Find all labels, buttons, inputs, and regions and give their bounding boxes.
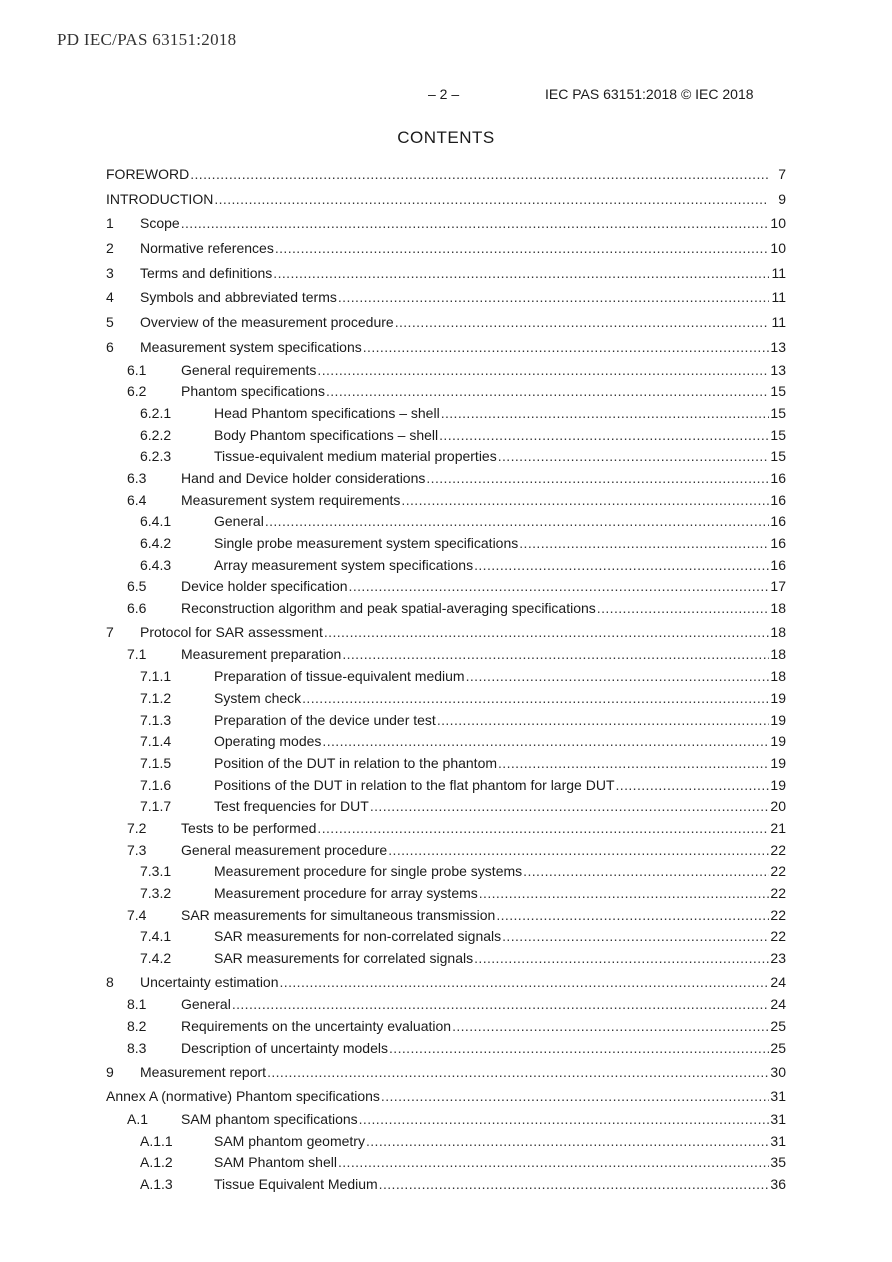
toc-entry-number: 6.3 <box>127 469 147 486</box>
toc-entry-number: 7.1 <box>127 646 147 663</box>
toc-entry-number: 7.1.3 <box>140 711 172 728</box>
toc-entry-title: SAM phantom geometry <box>214 1132 365 1149</box>
dot-leader <box>441 403 769 425</box>
toc-entry-number: 6.2.2 <box>140 426 172 443</box>
toc-entry-number: 7.3.2 <box>140 885 172 901</box>
toc-entry[interactable] <box>106 994 786 1016</box>
toc-entry[interactable] <box>106 211 786 236</box>
dot-leader <box>452 1016 769 1038</box>
toc-entry-title: General <box>214 513 264 530</box>
toc-entry-number: 5 <box>106 314 114 331</box>
toc-entry-title: Description of uncertainty models <box>181 1039 388 1056</box>
toc-entry-page: 16 <box>770 513 786 530</box>
toc-entry-title: Positions of the DUT in relation to the flat phantom for large DUT <box>214 776 615 793</box>
toc-entry-page: 16 <box>770 469 786 486</box>
dot-leader <box>370 796 769 818</box>
dot-leader <box>181 211 769 236</box>
toc-entry-title: Requirements on the uncertainty evaluation <box>181 1018 452 1035</box>
toc-entry-number: 7.1.2 <box>140 689 172 706</box>
toc-entry[interactable] <box>106 796 786 818</box>
dot-leader <box>597 598 769 620</box>
toc-entry[interactable] <box>106 162 786 187</box>
toc-entry-number: A.1.3 <box>140 1175 173 1192</box>
dot-leader <box>466 666 769 688</box>
toc-entry-number: 9 <box>106 1063 114 1080</box>
toc-entry[interactable] <box>106 840 786 862</box>
toc-entry[interactable] <box>106 335 786 360</box>
toc-entry-page: 18 <box>770 646 786 663</box>
toc-entry-title: Tissue-equivalent medium material properties <box>214 448 497 465</box>
toc-entry-number: 4 <box>106 289 114 306</box>
toc-entry-number: 3 <box>106 264 114 281</box>
toc-entry-number: 1 <box>106 215 114 232</box>
toc-entry-page: 22 <box>770 906 786 923</box>
toc-entry[interactable] <box>106 818 786 840</box>
toc-entry-title: Hand and Device holder considerations <box>181 469 426 486</box>
toc-entry-number: 2 <box>106 240 114 257</box>
toc-entry-title: Measurement system specifications <box>140 338 362 355</box>
toc-entry-title: Single probe measurement system specifications <box>214 535 519 551</box>
toc-entry[interactable] <box>106 731 786 753</box>
toc-entry-number: 8 <box>106 973 114 990</box>
toc-entry[interactable] <box>106 644 786 666</box>
toc-entry-page: 19 <box>770 711 786 728</box>
toc-entry-number: A.1.2 <box>140 1154 173 1171</box>
toc-entry-number: 6.2 <box>127 383 147 400</box>
dot-leader <box>214 187 769 212</box>
dot-leader <box>317 818 769 840</box>
dot-leader <box>366 1131 769 1153</box>
toc-entry-page: 22 <box>770 841 786 858</box>
toc-entry-page: 11 <box>771 314 786 331</box>
toc-entry[interactable] <box>106 261 786 286</box>
toc-entry[interactable] <box>106 576 786 598</box>
dot-leader <box>474 555 769 577</box>
toc-entry[interactable] <box>106 511 786 533</box>
dot-leader <box>381 1084 769 1109</box>
toc-entry-number: 7.1.4 <box>140 733 172 750</box>
toc-entry-title: Test frequencies for DUT <box>214 798 369 815</box>
toc-entry-page: 31 <box>770 1110 786 1127</box>
dot-leader <box>338 285 769 310</box>
toc-entry-page: 22 <box>770 863 786 880</box>
toc-entry-title: Overview of the measurement procedure <box>140 314 394 331</box>
dot-leader <box>322 731 769 753</box>
toc-entry-number: 6.4.1 <box>140 513 172 530</box>
toc-entry-number: 6.4.3 <box>140 556 172 573</box>
toc-entry[interactable] <box>106 490 786 512</box>
dot-leader <box>401 490 769 512</box>
toc-entry[interactable] <box>106 598 786 620</box>
toc-entry-number: 7.4.1 <box>140 928 172 945</box>
toc-entry-title: Array measurement system specifications <box>214 556 474 573</box>
toc-entry[interactable] <box>106 533 786 555</box>
toc-entry-page: 19 <box>770 689 786 706</box>
toc-entry-page: 15 <box>770 426 786 443</box>
toc-entry-title: SAM Phantom shell <box>214 1154 337 1171</box>
toc-entry[interactable] <box>106 403 786 425</box>
toc-entry-title: Measurement system requirements <box>181 491 401 508</box>
toc-entry-title: Measurement report <box>140 1063 267 1080</box>
dot-leader <box>426 468 769 490</box>
toc-entry[interactable] <box>106 1174 786 1196</box>
toc-entry-title: Device holder specification <box>181 578 348 595</box>
toc-entry[interactable] <box>106 1060 786 1085</box>
toc-entry[interactable] <box>106 883 786 905</box>
toc-entry-page: 24 <box>770 996 786 1013</box>
toc-entry-title: Measurement procedure for array systems <box>214 885 478 901</box>
toc-entry-page: 31 <box>770 1088 786 1105</box>
toc-entry-page: 16 <box>770 535 786 551</box>
toc-entry-number: 7 <box>106 623 114 640</box>
standard-reference: IEC PAS 63151:2018 © IEC 2018 <box>545 86 754 102</box>
toc-entry-title: Protocol for SAR assessment <box>140 623 323 640</box>
dot-leader <box>363 335 769 360</box>
toc-entry-number: 6.4.2 <box>140 535 172 551</box>
toc-entry-title: SAR measurements for non-correlated signals <box>214 928 502 945</box>
toc-entry-page: 18 <box>770 668 786 685</box>
toc-entry-page: 19 <box>770 733 786 750</box>
toc-entry-number: 7.1.7 <box>140 798 172 815</box>
dot-leader <box>349 576 769 598</box>
toc-entry-title: Phantom specifications <box>181 383 325 400</box>
dot-leader <box>190 162 769 187</box>
toc-entry-title: Head Phantom specifications – shell <box>214 404 440 421</box>
dot-leader <box>338 1152 769 1174</box>
toc-entry[interactable] <box>106 1038 786 1060</box>
toc-entry-title: Body Phantom specifications – shell <box>214 426 439 443</box>
toc-entry[interactable] <box>106 948 786 970</box>
toc-entry-page: 15 <box>770 383 786 400</box>
toc-entry-title: Uncertainty estimation <box>140 973 279 990</box>
dot-leader <box>232 994 769 1016</box>
toc-entry[interactable] <box>106 285 786 310</box>
toc-entry-number: 7.1.5 <box>140 754 172 771</box>
toc-entry[interactable] <box>106 710 786 732</box>
toc-entry-title: Position of the DUT in relation to the phantom <box>214 754 498 771</box>
dot-leader <box>342 644 769 666</box>
toc-entry-page: 11 <box>771 289 786 306</box>
toc-entry-title: Normative references <box>140 240 274 257</box>
dot-leader <box>302 688 769 710</box>
toc-entry-number: 6.2.1 <box>140 404 172 421</box>
dot-leader <box>502 926 769 948</box>
toc-entry-title: Annex A (normative) Phantom specifications <box>106 1088 380 1105</box>
toc-entry-page: 15 <box>770 448 786 465</box>
toc-entry-title: Preparation of tissue-equivalent medium <box>214 668 465 685</box>
toc-entry-number: 6.1 <box>127 361 147 378</box>
toc-entry-title: Scope <box>140 215 180 232</box>
toc-entry-page: 25 <box>770 1018 786 1035</box>
dot-leader <box>474 948 769 970</box>
toc-entry[interactable] <box>106 970 786 995</box>
toc-entry-title: Measurement preparation <box>181 646 342 663</box>
toc-entry-number: 7.1.1 <box>140 668 172 685</box>
dot-leader <box>498 753 769 775</box>
toc-entry-title: General requirements <box>181 361 317 378</box>
toc-entry-number: 6.5 <box>127 578 147 595</box>
toc-entry-title: Preparation of the device under test <box>214 711 436 728</box>
toc-entry[interactable] <box>106 1131 786 1153</box>
toc-entry-title: General <box>181 996 231 1013</box>
dot-leader <box>273 261 769 286</box>
toc-entry-title: Measurement procedure for single probe systems <box>214 863 523 880</box>
toc-entry-title: INTRODUCTION <box>106 190 214 207</box>
toc-entry[interactable] <box>106 236 786 261</box>
toc-entry-page: 22 <box>770 885 786 901</box>
toc-entry-page: 19 <box>770 776 786 793</box>
toc-entry-number: 7.4.2 <box>140 950 172 967</box>
toc-entry-number: 6 <box>106 338 114 355</box>
toc-entry-page: 7 <box>778 166 786 182</box>
toc-entry[interactable] <box>106 1084 786 1109</box>
toc-entry-page: 31 <box>770 1132 786 1149</box>
toc-entry-number: 6.2.3 <box>140 448 172 465</box>
toc-entry[interactable] <box>106 861 786 883</box>
toc-entry-number: 6.4 <box>127 491 147 508</box>
toc-entry-page: 35 <box>770 1154 786 1171</box>
toc-entry-page: 18 <box>770 623 786 640</box>
toc-entry[interactable] <box>106 620 786 645</box>
page-number: – 2 – <box>428 86 460 102</box>
dot-leader <box>519 533 769 555</box>
toc-entry-page: 21 <box>770 819 786 836</box>
toc-entry-number: A.1.1 <box>140 1132 173 1149</box>
toc-entry-page: 18 <box>770 600 786 617</box>
toc-entry[interactable] <box>106 775 786 797</box>
dot-leader <box>267 1060 769 1085</box>
toc-entry-number: 8.2 <box>127 1018 147 1035</box>
dot-leader <box>496 905 769 927</box>
toc-entry-page: 9 <box>778 190 786 207</box>
toc-entry-page: 10 <box>770 215 786 232</box>
toc-entry[interactable] <box>106 187 786 212</box>
toc-entry[interactable] <box>106 425 786 447</box>
dot-leader <box>324 620 769 645</box>
toc-entry-page: 11 <box>771 264 786 281</box>
dot-leader <box>523 861 769 883</box>
toc-entry[interactable] <box>106 905 786 927</box>
toc-entry[interactable] <box>106 666 786 688</box>
toc-entry-title: Tissue Equivalent Medium <box>214 1175 378 1192</box>
dot-leader <box>359 1109 769 1131</box>
toc-entry-number: 8.3 <box>127 1039 147 1056</box>
toc-entry-page: 23 <box>770 950 786 967</box>
toc-entry-page: 30 <box>770 1063 786 1080</box>
toc-entry-page: 13 <box>770 338 786 355</box>
toc-entry[interactable] <box>106 360 786 382</box>
table-of-contents <box>106 162 786 1196</box>
toc-entry-page: 36 <box>770 1175 786 1192</box>
dot-leader <box>439 425 769 447</box>
dot-leader <box>498 446 769 468</box>
toc-entry-title: Operating modes <box>214 733 322 750</box>
dot-leader <box>616 775 770 797</box>
toc-entry-page: 24 <box>770 973 786 990</box>
dot-leader <box>326 381 769 403</box>
toc-entry-number: 7.3 <box>127 841 147 858</box>
toc-entry-page: 20 <box>770 798 786 815</box>
toc-entry[interactable] <box>106 555 786 577</box>
toc-entry-page: 16 <box>770 491 786 508</box>
toc-entry-number: 8.1 <box>127 996 147 1013</box>
dot-leader <box>389 1038 769 1060</box>
dot-leader <box>265 511 769 533</box>
toc-entry-page: 10 <box>770 240 786 257</box>
toc-entry-title: Tests to be performed <box>181 819 317 836</box>
toc-entry-number: A.1 <box>127 1110 149 1127</box>
toc-entry-page: 15 <box>770 404 786 421</box>
toc-entry[interactable] <box>106 688 786 710</box>
dot-leader <box>437 710 769 732</box>
toc-entry-title: FOREWORD <box>106 166 190 182</box>
toc-entry[interactable] <box>106 310 786 335</box>
toc-entry-number: 7.3.1 <box>140 863 172 880</box>
toc-entry[interactable] <box>106 926 786 948</box>
toc-entry-title: System check <box>214 689 302 706</box>
dot-leader <box>317 360 769 382</box>
toc-entry[interactable] <box>106 1152 786 1174</box>
toc-entry[interactable] <box>106 446 786 468</box>
dot-leader <box>379 1174 769 1196</box>
toc-entry-page: 22 <box>770 928 786 945</box>
toc-entry-title: Symbols and abbreviated terms <box>140 289 337 306</box>
toc-entry-title: Terms and definitions <box>140 264 273 281</box>
dot-leader <box>395 310 769 335</box>
toc-entry-page: 25 <box>770 1039 786 1056</box>
toc-entry[interactable] <box>106 468 786 490</box>
toc-entry-number: 7.2 <box>127 819 147 836</box>
toc-entry-title: SAR measurements for correlated signals <box>214 950 474 967</box>
toc-entry-page: 13 <box>770 361 786 378</box>
toc-entry-title: SAM phantom specifications <box>181 1110 358 1127</box>
toc-entry-title: Reconstruction algorithm and peak spatial-averaging specifications <box>181 600 596 617</box>
toc-entry-page: 19 <box>770 754 786 771</box>
toc-entry-page: 16 <box>770 556 786 573</box>
toc-entry-number: 7.1.6 <box>140 776 172 793</box>
dot-leader <box>388 840 769 862</box>
toc-entry[interactable] <box>106 1016 786 1038</box>
toc-entry-title: SAR measurements for simultaneous transmission <box>181 906 496 923</box>
dot-leader <box>479 883 769 905</box>
toc-entry-number: 6.6 <box>127 600 147 617</box>
dot-leader <box>280 970 769 995</box>
toc-entry-number: 7.4 <box>127 906 147 923</box>
contents-title: CONTENTS <box>397 128 495 147</box>
toc-entry[interactable] <box>106 381 786 403</box>
toc-entry[interactable] <box>106 753 786 775</box>
dot-leader <box>275 236 769 261</box>
toc-entry-page: 17 <box>770 578 786 595</box>
toc-entry[interactable] <box>106 1109 786 1131</box>
toc-entry-title: General measurement procedure <box>181 841 388 858</box>
document-id-stamp: PD IEC/PAS 63151:2018 <box>57 30 237 49</box>
